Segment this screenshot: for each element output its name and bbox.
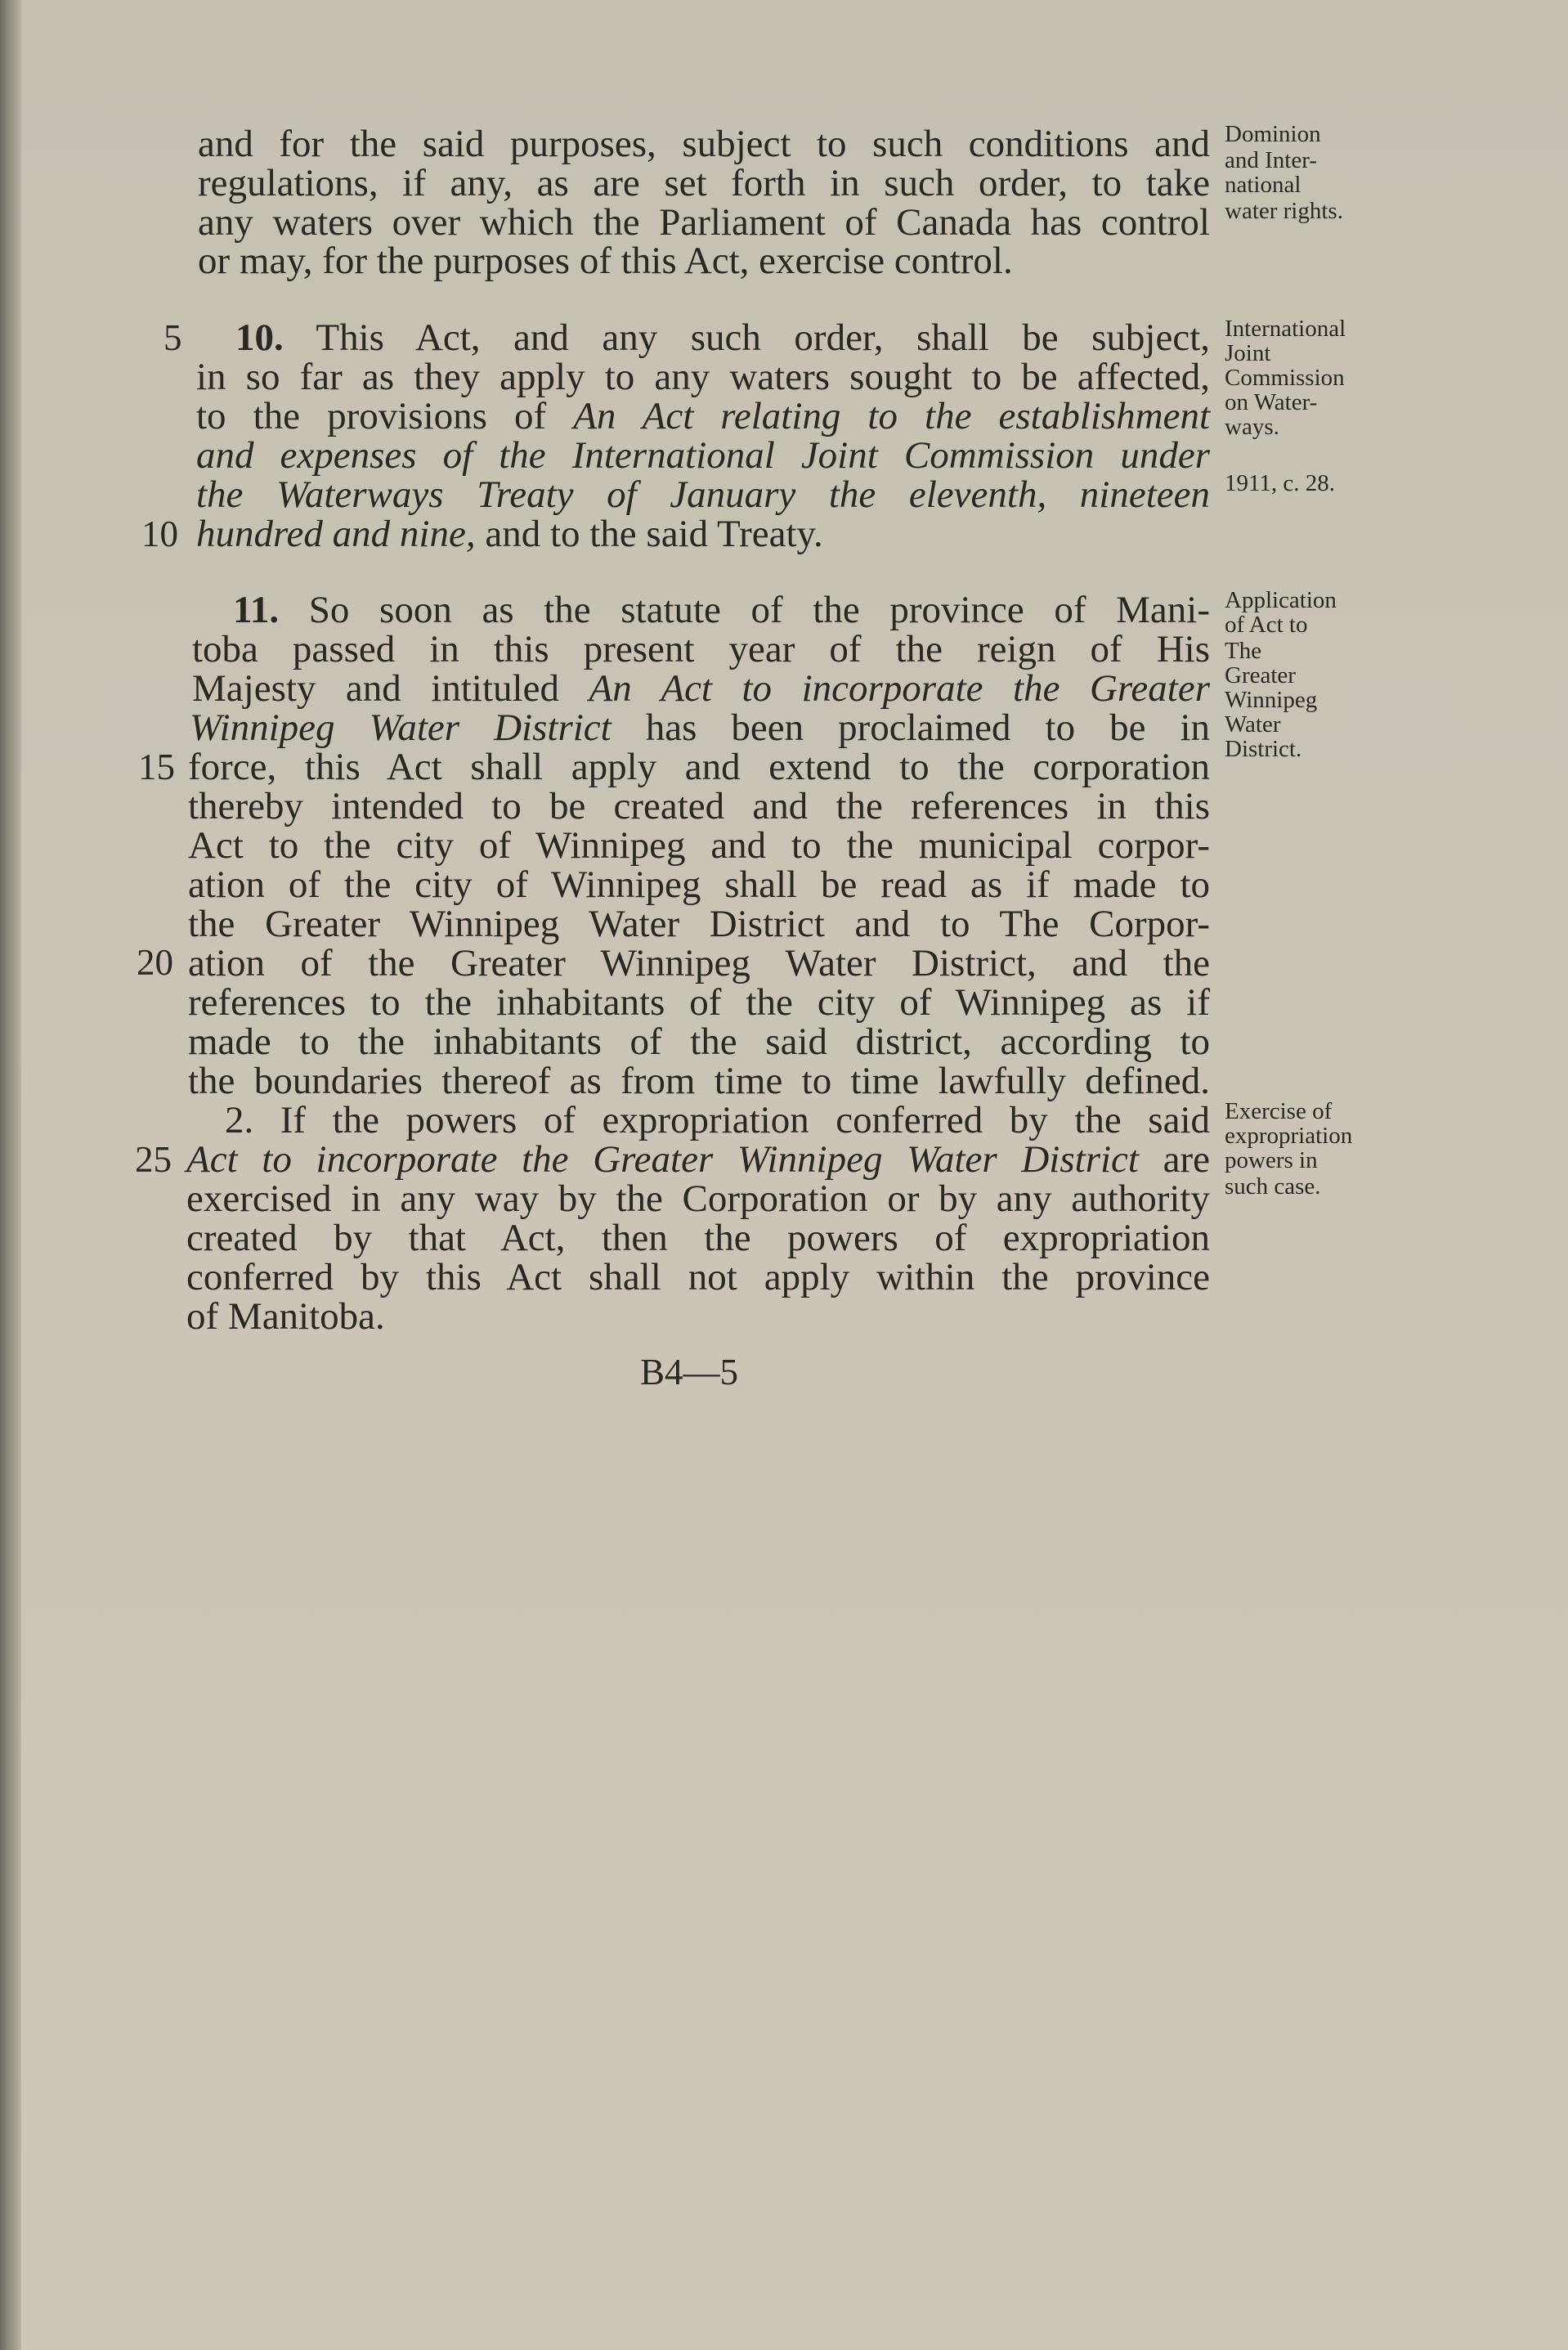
line-number: 15 [138, 747, 175, 787]
body-line: force, this Act shall apply and extend to the corporation [188, 746, 1210, 788]
section-text: This Act, and any such order, shall be subject, [283, 316, 1210, 359]
body-line [186, 1138, 1211, 1181]
section-number: 10. [235, 316, 284, 359]
margin-note-line: Water [1225, 711, 1281, 738]
margin-note-line: 1911, c. 28. [1225, 470, 1336, 496]
line-number: 10 [141, 514, 178, 554]
body-text: to the provisions of [196, 395, 574, 437]
margin-note-line: Exercise of [1225, 1098, 1333, 1124]
body-line: toba passed in this present year of the reign of His [192, 628, 1210, 670]
body-line: conferred by this Act shall not apply within the province [186, 1256, 1210, 1298]
body-line: regulations, if any, as are set forth in such order, to take [198, 162, 1210, 204]
section-text: So soon as the statute of the province of Mani- [279, 589, 1210, 631]
margin-note-line: Application [1225, 587, 1337, 613]
margin-note-line: of Act to [1225, 612, 1308, 638]
section-number: 11. [233, 589, 280, 631]
body-line: thereby intended to be created and the references in this [188, 785, 1210, 827]
body-text: has been proclaimed to be in [611, 706, 1211, 749]
margin-note-line: Dominion [1225, 121, 1321, 147]
line-number: 20 [137, 942, 173, 983]
subsection-2-first-line: 2. If the powers of expropriation conferred by the said [225, 1099, 1210, 1141]
section-11-first-line [233, 591, 1210, 630]
section-10-first-line [235, 316, 1210, 359]
body-line: Act to the city of Winnipeg and to the municipal corpor- [188, 824, 1210, 867]
margin-note-line: ways. [1225, 414, 1279, 440]
body-line: in so far as they apply to any waters sought to be affected, [196, 356, 1210, 398]
act-title: Act to incorporate the Greater Winnipeg Water District [186, 1138, 1139, 1181]
body-line [196, 397, 1210, 436]
body-line: created by that Act, then the powers of expropriation [186, 1217, 1210, 1259]
act-title: Winnipeg Water District [190, 706, 612, 749]
margin-note-line: water rights. [1225, 198, 1343, 224]
act-title: and expenses of the International Joint Commission under [196, 434, 1210, 477]
body-line: any waters over which the Parliament of Canada has control [198, 201, 1210, 244]
margin-note-line: such case. [1225, 1173, 1321, 1200]
body-text: are [1138, 1138, 1211, 1181]
page-signature-mark: B4—5 [640, 1352, 739, 1393]
body-line: of Manitoba. [186, 1295, 385, 1338]
body-line: or may, for the purposes of this Act, exercise control. [198, 240, 1013, 282]
body-text: and to the said Treaty. [475, 513, 823, 555]
act-title: the Waterways Treaty of January the eleventh, nineteen [196, 473, 1210, 516]
margin-note-line: and Inter- [1225, 147, 1317, 173]
margin-note-line: Greater [1225, 662, 1296, 688]
body-line [196, 473, 1210, 516]
margin-note-line: International [1225, 316, 1346, 342]
margin-note-line: Winnipeg [1225, 687, 1318, 713]
margin-note-line: on Water- [1225, 389, 1318, 415]
body-line: the Greater Winnipeg Water District and to The Corpor- [188, 903, 1210, 945]
act-title: An Act relating to the establishment [573, 395, 1210, 437]
book-spine-shadow [0, 0, 21, 2350]
body-line: references to the inhabitants of the city of Winnipeg as if [188, 981, 1210, 1024]
body-line: and for the said purposes, subject to such conditions and [198, 123, 1210, 165]
body-line [192, 667, 1210, 710]
margin-note-line: District. [1225, 736, 1302, 762]
act-title: hundred and nine, [196, 513, 476, 555]
margin-note-line: powers in [1225, 1147, 1318, 1173]
body-line: the boundaries thereof as from time to time lawfully defined. [188, 1060, 1210, 1102]
margin-note-line: national [1225, 172, 1301, 198]
body-line: ation of the Greater Winnipeg Water District, and the [188, 942, 1210, 984]
margin-note-line: Joint [1225, 340, 1271, 366]
margin-note-line: Commission [1225, 365, 1345, 391]
act-title: An Act to incorporate the Greater [589, 667, 1210, 710]
body-text: Majesty and intituled [192, 667, 589, 710]
body-line: ation of the city of Winnipeg shall be read as if made to [188, 863, 1210, 906]
line-number: 25 [135, 1139, 172, 1180]
body-line [190, 706, 1211, 749]
body-line: exercised in any way by the Corporation or by any authority [186, 1177, 1210, 1220]
body-line: made to the inhabitants of the said district, according to [188, 1020, 1210, 1063]
line-number: 5 [164, 317, 182, 358]
margin-note-line: expropriation [1225, 1123, 1353, 1149]
body-line [196, 434, 1210, 477]
body-line [196, 515, 823, 554]
margin-note-line: The [1225, 638, 1262, 664]
